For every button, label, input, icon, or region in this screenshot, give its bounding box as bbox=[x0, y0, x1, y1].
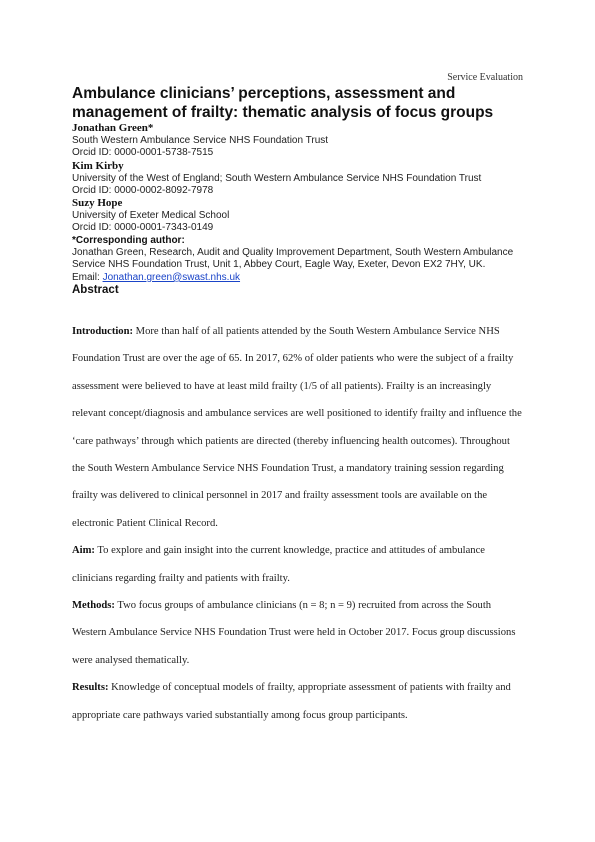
author-entry bbox=[72, 197, 527, 235]
author-name: Suzy Hope bbox=[72, 197, 123, 210]
corresponding-address: Jonathan Green, Research, Audit and Quality Improvement Department, South Western Ambulance Service NHS Foundation Trust, Unit 1, Abbey Court, Eagle Way, Exeter, Devon EX2 7HY, UK. bbox=[72, 247, 514, 271]
methods-label: Methods: bbox=[72, 600, 115, 612]
results-label: Results: bbox=[72, 682, 109, 694]
corresponding-heading: *Corresponding author: bbox=[72, 234, 185, 246]
results-text: Knowledge of conceptual models of frailty, appropriate assessment of patients with frailty and appropriate care pathways varied substantially among focus group participants. bbox=[72, 682, 511, 721]
abstract-heading: Abstract bbox=[72, 283, 119, 296]
author-name: Jonathan Green* bbox=[72, 122, 154, 134]
introduction-paragraph bbox=[72, 318, 524, 537]
author-entry bbox=[72, 122, 527, 160]
corresponding-email-line bbox=[72, 272, 527, 284]
methods-paragraph bbox=[72, 592, 524, 674]
author-orcid: Orcid ID: 0000-0002-8092-7978 bbox=[72, 184, 214, 196]
author-block bbox=[72, 122, 527, 297]
corresponding-author bbox=[72, 235, 527, 284]
author-orcid: Orcid ID: 0000-0001-7343-0149 bbox=[72, 222, 214, 234]
section-label: Service Evaluation bbox=[447, 72, 523, 83]
author-affiliation: University of the West of England; South Western Ambulance Service NHS Foundation Trust bbox=[72, 172, 482, 184]
author-name: Kim Kirby bbox=[72, 159, 124, 172]
paper-title: Ambulance clinicians’ perceptions, assessment and management of frailty: thematic analysis of focus groups bbox=[72, 85, 494, 121]
abstract-body bbox=[72, 318, 524, 729]
author-entry bbox=[72, 160, 527, 198]
author-affiliation: University of Exeter Medical School bbox=[72, 210, 230, 222]
email-link[interactable]: Jonathan.green@swast.nhs.uk bbox=[102, 271, 241, 283]
aim-paragraph bbox=[72, 537, 524, 592]
author-orcid: Orcid ID: 0000-0001-5738-7515 bbox=[72, 147, 214, 159]
results-paragraph bbox=[72, 674, 524, 729]
aim-text: To explore and gain insight into the current knowledge, practice and attitudes of ambulance clinicians regarding frailty and patients with frailty. bbox=[72, 545, 485, 584]
introduction-text: More than half of all patients attended by the South Western Ambulance Service NHS Foundation Trust are over the age of 65. In 2017, 62% of older patients who were the subject of a frailty assessment were believed to have at least mild frailty (1/5 of all patients). Frailty is an increasingly relevant concept/diagnosis and ambulance services are well positioned to identify frailty and influence the ‘care pathways’ through which patients are directed (thereby influencing health outcomes). Throughout the South Western Ambulance Service NHS Foundation Trust, a mandatory training session regarding frailty was delivered to clinical personnel in 2017 and frailty assessment tools are available on the electronic Patient Clinical Record. bbox=[72, 326, 522, 529]
aim-label: Aim: bbox=[72, 545, 95, 557]
methods-text: Two focus groups of ambulance clinicians (n = 8; n = 9) recruited from across the South Western Ambulance Service NHS Foundation Trust were held in October 2017. Focus group discussions were analysed thematically. bbox=[72, 600, 516, 666]
introduction-label: Introduction: bbox=[72, 326, 134, 337]
author-affiliation: South Western Ambulance Service NHS Foundation Trust bbox=[72, 135, 329, 146]
email-label: Email: bbox=[72, 271, 103, 283]
